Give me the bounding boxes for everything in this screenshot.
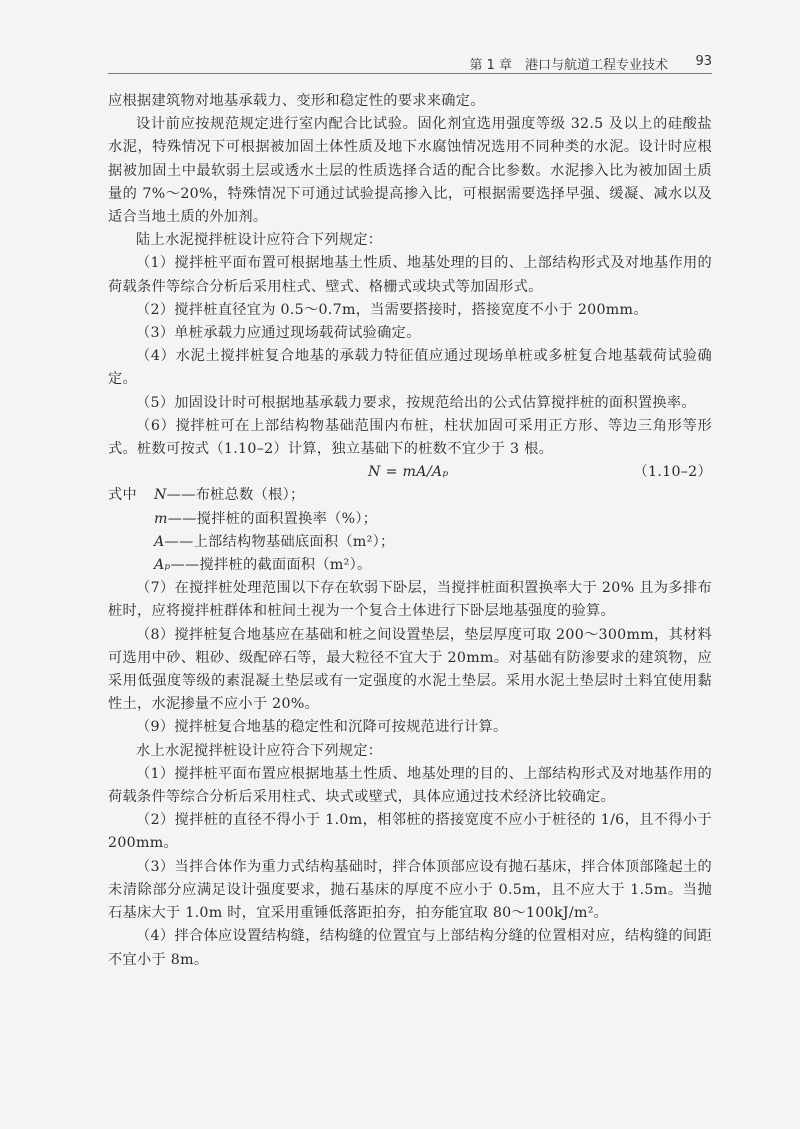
formula-line bbox=[108, 461, 712, 484]
rule-item-5: （5）加固设计时可根据地基承载力要求，按规范给出的公式估算搅拌桩的面积置换率。 bbox=[136, 394, 696, 411]
definition-text: ——上部结构物基础底面积（m²）； bbox=[164, 533, 395, 550]
definition-row bbox=[108, 531, 712, 554]
rule-item-6: （6）搅拌桩可在上部结构物基础范围内布桩，柱状加固可采用正方形、等边三角形等形式。桩数可按式（1.10–2）计算，独立基础下的桩数不宜少于 3 根。 bbox=[108, 417, 712, 458]
definition-row bbox=[108, 484, 712, 507]
definition-symbol: A bbox=[154, 533, 165, 550]
definition-text: ——搅拌桩的截面面积（m²）。 bbox=[170, 557, 372, 574]
chapter-title: 第 1 章 港口与航道工程专业技术 bbox=[469, 58, 668, 73]
rule-item-8: （8）搅拌桩复合地基应在基础和桩之间设置垫层，垫层厚度可取 200～300mm，其材料可选用中砂、粗砂、级配碎石等，最大粒径不宜大于 20mm。对基础有防渗要求的建筑物，应采用低强度等级的素混凝土垫层或有一定强度的水泥土垫层。采用水泥土垫层时土料宜使用黏性土，水泥掺量不应小于 20%。 bbox=[108, 626, 712, 713]
rule-item-1: （1）搅拌桩平面布置可根据地基土性质、地基处理的目的、上部结构形式及对地基作用的荷载条件等综合分析后采用柱式、壁式、格栅式或块式等加固形式。 bbox=[108, 255, 712, 295]
definition-text: ——搅拌桩的面积置换率（%）； bbox=[167, 510, 378, 527]
header-rule bbox=[108, 73, 712, 74]
water-rule-item-3: （3）当拌合体作为重力式结构基础时，拌合体顶部应设有抛石基床，拌合体顶部隆起土的未清除部分应满足设计强度要求，抛石基床的厚度不应小于 0.5m，且不应大于 1.5m。当抛石基床大于 1.0m 时，宜采用重锤低落距拍夯，拍夯能宜取 80～100kJ/m²。 bbox=[108, 858, 712, 922]
definition-symbol: m bbox=[154, 510, 168, 527]
water-rule-item-1: （1）搅拌桩平面布置应根据地基土性质、地基处理的目的、上部结构形式及对地基作用的荷载条件等综合分析后采用柱式、块式或壁式，具体应通过技术经济比较确定。 bbox=[108, 765, 712, 806]
definition-row bbox=[108, 554, 712, 577]
rule-item-9: （9）搅拌桩复合地基的稳定性和沉降可按规范进行计算。 bbox=[136, 719, 508, 736]
formula-expression: N = mA/Aₚ bbox=[368, 464, 449, 481]
where-label: 式中 bbox=[108, 487, 137, 504]
rule-item-7: （7）在搅拌桩处理范围以下存在软弱下卧层，当搅拌桩面积置换率大于 20% 且为多排布桩时，应将搅拌桩群体和桩间土视为一个复合土体进行下卧层地基强度的验算。 bbox=[108, 580, 712, 620]
page-number: 93 bbox=[695, 54, 712, 69]
rule-item-3: （3）单桩承载力应通过现场载荷试验确定。 bbox=[136, 325, 421, 342]
definition-symbol: Aₚ bbox=[154, 557, 171, 574]
definition-symbol: N bbox=[154, 487, 167, 504]
definition-row bbox=[108, 508, 712, 531]
heading-water-pile-rules: 水上水泥搅拌桩设计应符合下列规定： bbox=[136, 742, 383, 759]
rule-item-4: （4）水泥土搅拌桩复合地基的承载力特征值应通过现场单桩或多桩复合地基载荷试验确定。 bbox=[108, 348, 712, 388]
water-rule-item-2: （2）搅拌桩的直径不得小于 1.0m，相邻桩的搭接宽度不应小于桩径的 1/6，且不得小于 200mm。 bbox=[108, 812, 712, 852]
paragraph-continuation: 应根据建筑物对地基承载力、变形和稳定性的要求来确定。 bbox=[108, 93, 485, 109]
running-header bbox=[108, 50, 712, 74]
paragraph-mix-test: 设计前应按规范规定进行室内配合比试验。固化剂宜选用强度等级 32.5 及以上的硅酸盐水泥，特殊情况下可根据被加固土体性质及地下水腐蚀情况选用不同种类的水泥。设计时应根据被加固土中最软弱土层或透水土层的性质选择合适的配合比参数。水泥掺入比为被加固土质量的 7%～20%，特殊情况下可通过试验提高掺入比，可根据需要选择早强、缓凝、减水以及适合当地土质的外加剂。 bbox=[108, 116, 712, 226]
formula-number: （1.10–2） bbox=[633, 464, 712, 481]
rule-item-2: （2）搅拌桩直径宜为 0.5～0.7m，当需要搭接时，搭接宽度不小于 200mm。 bbox=[136, 301, 648, 318]
page-body bbox=[108, 90, 712, 972]
definition-text: ——布桩总数（根）； bbox=[166, 487, 305, 504]
heading-land-pile-rules: 陆上水泥搅拌桩设计应符合下列规定： bbox=[136, 232, 383, 249]
water-rule-item-4: （4）拌合体应设置结构缝，结构缝的位置宜与上部结构分缝的位置相对应，结构缝的间距不宜小于 8m。 bbox=[108, 928, 712, 968]
